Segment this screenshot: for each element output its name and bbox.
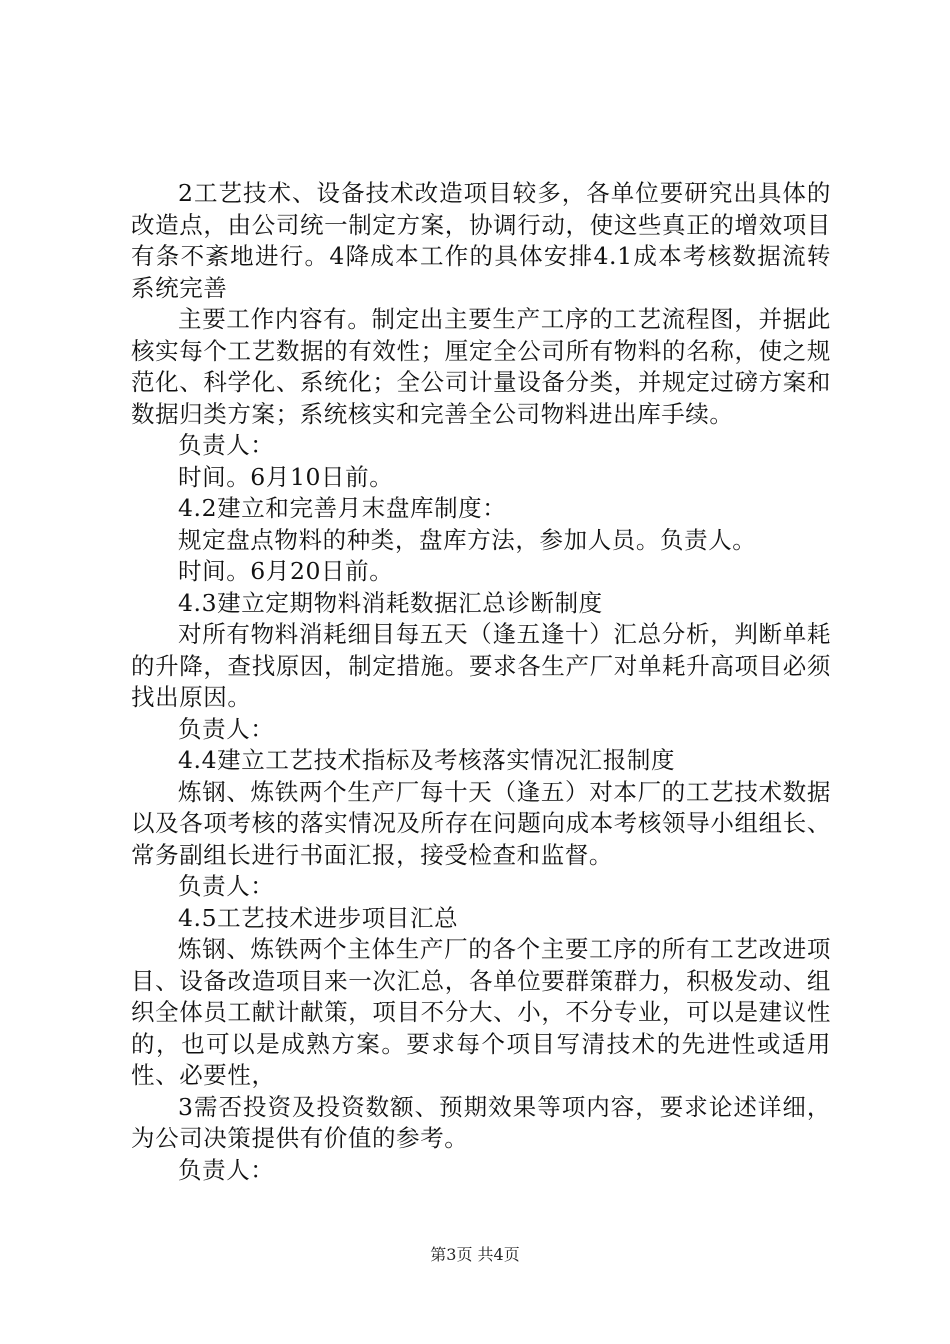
paragraph-17: 负责人： — [178, 1155, 275, 1184]
paragraph-4: 时间。6月10日前。 — [178, 462, 394, 491]
paragraph-9: 对所有物料消耗细目每五天（逢五逢十）汇总分析，判断单耗的升降，查找原因，制定措施。要求各生产厂对单耗升高项目必须找出原因。 — [131, 620, 831, 711]
page-number-footer: 第3页 共4页 — [430, 1245, 520, 1264]
paragraph-10: 负责人： — [178, 714, 275, 743]
paragraph-3: 负责人： — [178, 431, 275, 459]
paragraph-14: 4.5工艺技术进步项目汇总 — [178, 903, 459, 932]
paragraph-7: 时间。6月20日前。 — [178, 557, 394, 585]
paragraph-1: 2工艺技术、设备技术改造项目较多，各单位要研究出具体的改造点，由公司统一制定方案，协调行动，使这些真正的增效项目有条不紊地进行。4降成本工作的具体安排4.1成本考核数据流转系统完善 — [131, 179, 831, 302]
paragraph-6: 规定盘点物料的种类，盘库方法，参加人员。负责人。 — [178, 525, 757, 554]
paragraph-2: 主要工作内容有。制定出主要生产工序的工艺流程图，并据此核实每个工艺数据的有效性；厘定全公司所有物料的名称，使之规范化、科学化、系统化；全公司计量设备分类，并规定过磅方案和数据归类方案；系统核实和完善全公司物料进出库手续。 — [131, 305, 831, 428]
paragraph-13: 负责人： — [178, 872, 275, 900]
paragraph-12: 炼钢、炼铁两个生产厂每十天（逢五）对本厂的工艺技术数据以及各项考核的落实情况及所存在问题向成本考核领导小组组长、常务副组长进行书面汇报，接受检查和监督。 — [131, 777, 831, 869]
document-body — [131, 178, 831, 1186]
paragraph-16: 3需否投资及投资数额、预期效果等项内容，要求论述详细，为公司决策提供有价值的参考。 — [131, 1092, 831, 1152]
paragraph-11: 4.4建立工艺技术指标及考核落实情况汇报制度 — [178, 746, 676, 774]
paragraph-8: 4.3建立定期物料消耗数据汇总诊断制度 — [178, 588, 603, 617]
paragraph-5: 4.2建立和完善月末盘库制度： — [178, 494, 507, 522]
paragraph-15: 炼钢、炼铁两个主体生产厂的各个主要工序的所有工艺改进项目、设备改造项目来一次汇总，各单位要群策群力，积极发动、组织全体员工献计献策，项目不分大、小，不分专业，可以是建议性的，也可以是成熟方案。要求每个项目写清技术的先进性或适用性、必要性， — [131, 935, 831, 1089]
